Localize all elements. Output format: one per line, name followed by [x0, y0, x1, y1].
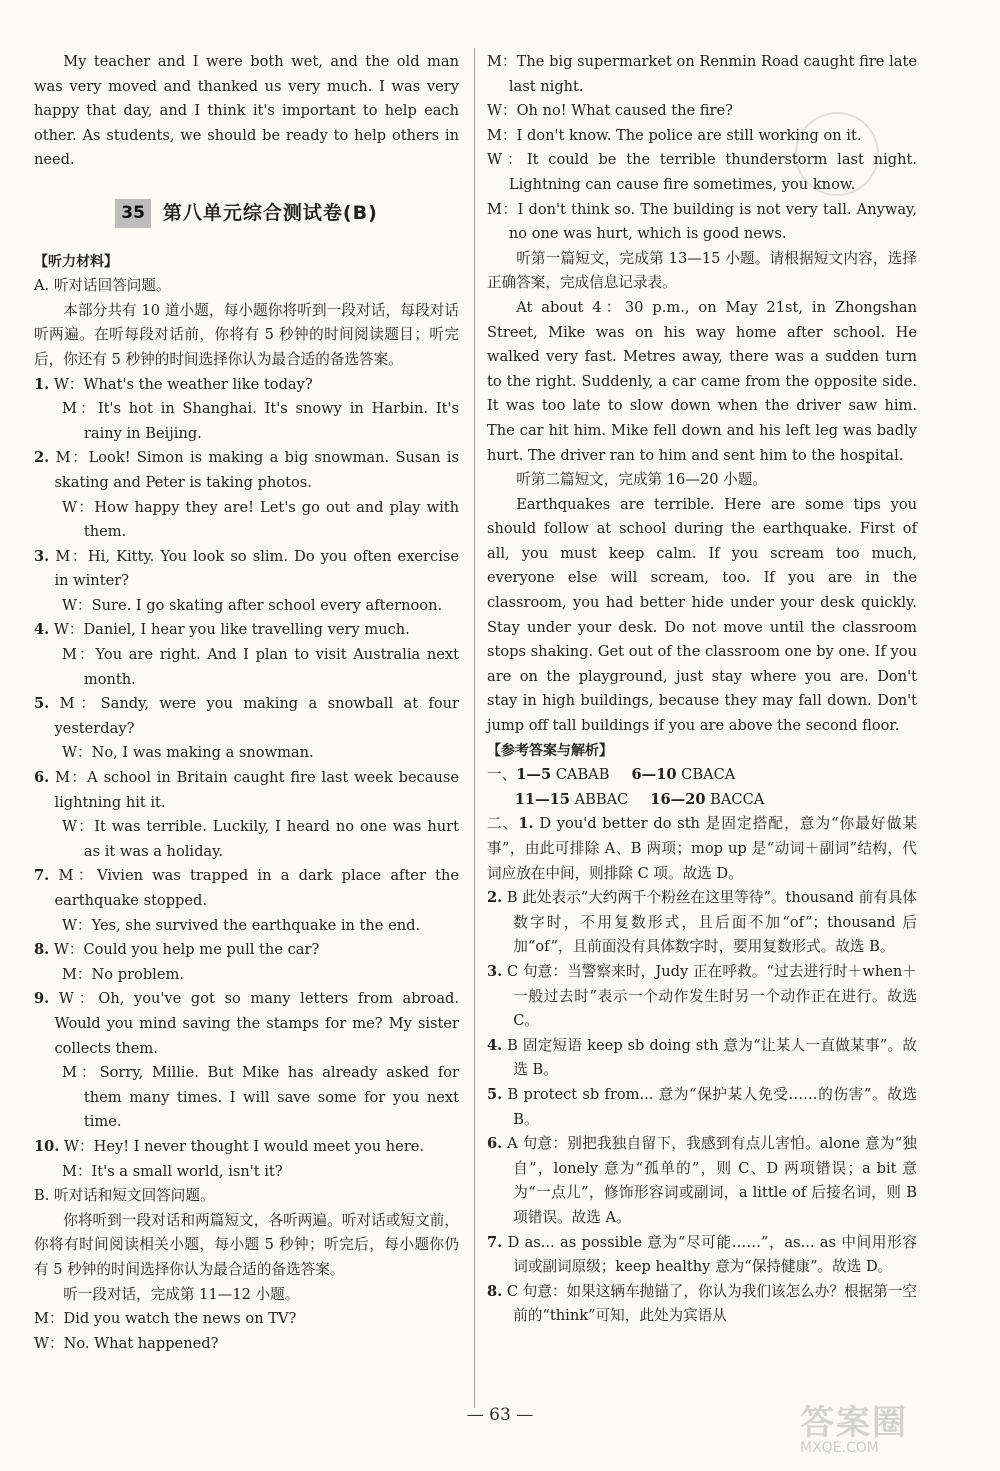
answer-range: 1—5: [516, 766, 552, 784]
dialogue-number: 3.: [34, 547, 50, 565]
answer-range: 6—10: [631, 766, 677, 784]
dialogue-reply: M：It's a small world, isn't it?: [62, 1162, 283, 1180]
answer-key-line: [487, 788, 917, 813]
answer-letters: BACCA: [710, 790, 765, 808]
dialog-line: W：No. What happened?: [34, 1334, 219, 1352]
explanation-item: [487, 960, 917, 1034]
column-divider: [474, 48, 475, 1408]
dialogue-reply: W：Sure. I go skating after school every afternoon.: [62, 596, 443, 614]
answer-key: [487, 763, 917, 812]
right-column: [487, 50, 917, 1329]
dialogue-item: [34, 987, 459, 1061]
dialogue-number: 5.: [34, 695, 50, 713]
dialogue-item: [34, 446, 459, 495]
dialogue-line: W：Could you help me pull the car?: [53, 941, 320, 959]
explanation-number: 5.: [487, 1085, 503, 1103]
answer-range: 11—15: [514, 790, 570, 808]
explanation-number: 8.: [487, 1282, 503, 1300]
dialogue-reply: M：You are right. And I plan to visit Australia next month.: [62, 646, 459, 688]
explanation-text: protect sb from... 意为“保护某人免受……的伤害”。故选 B。: [513, 1085, 918, 1128]
dialogue-number: 6.: [34, 769, 50, 787]
answer-group: [650, 788, 764, 813]
explanation-number: 2.: [487, 889, 503, 907]
dialogue-number: 4.: [34, 621, 50, 639]
explanation-text: you'd better do sth 是固定搭配，意为“你最好做某事”，由此可排除 A、B 两项；mop up 是“动词＋副词”结构，代词应放在中间，则排除 C 项。故选 D。: [487, 815, 917, 882]
section-title: 第八单元综合测试卷(B): [162, 201, 378, 224]
explanation-item: [487, 1280, 917, 1329]
dialogue-line: W：What's the weather like today?: [53, 375, 313, 393]
explanation-answer: B: [507, 1036, 518, 1054]
passage2-text: Earthquakes are terrible. Here are some tips you should follow at school during the earthquake. First of all, you must keep calm. If you scream too much, everyone else will scream, too. If you are in the classroom, you had better hide under your desk quickly. Stay under your desk. Do not move until the classroom stops shaking. Get out of the classroom one by one. If you are on the playground, just stay where you are. Don't stay in high buildings, because they may fall down. Don't jump off tall buildings if you are above the second floor.: [487, 495, 917, 735]
dialogue-reply: W：No, I was making a snowman.: [62, 744, 314, 762]
watermark-url: MXQE.COM: [800, 1440, 879, 1456]
explanation-item: [487, 1034, 917, 1083]
site-watermark: [800, 1395, 980, 1455]
page-number: — 63 —: [466, 1405, 534, 1425]
dialog-line: M：Did you watch the news on TV?: [34, 1310, 297, 1328]
answer-group: [515, 788, 629, 813]
dialogue-item: [34, 766, 459, 815]
listening-header: 【听力材料】: [34, 253, 118, 270]
part-b-heading: B. 听对话和短文回答问题。: [34, 1187, 215, 1205]
dialog-line: M：I don't know. The police are still working on it.: [487, 126, 862, 144]
dialogue-item: [34, 618, 459, 643]
dialog-line: W：It could be the terrible thunderstorm last night. Lightning can cause fire sometimes, you know.: [487, 151, 917, 193]
section-number: 35: [115, 199, 151, 228]
dialogue-item: [34, 545, 459, 594]
dialogue-reply: M：No problem.: [62, 965, 184, 983]
explanation-answer: C: [507, 962, 519, 980]
explanation-text: 句意：别把我独自留下，我感到有点儿害怕。alone 意为“独自”，lonely 意为“孤单的”，则 C、D 两项错误；a bit 意为“一点儿”，修饰形容词或副词，a little of 后接名词，则 B 项错误。故选 A。: [513, 1135, 918, 1226]
explanation-item: [487, 886, 917, 960]
dialog-line: W：Oh no! What caused the fire?: [487, 102, 733, 120]
explanation-item: [487, 1083, 917, 1132]
part-b-instructions: 你将听到一段对话和两篇短文，各听两遍。听对话或短文前，你将有时间阅读相关小题，每小题 5 秒钟；听完后，每小题你仍有 5 秒钟的时间选择你认为最合适的备选答案。: [34, 1211, 459, 1278]
answer-range: 16—20: [650, 790, 706, 808]
left-column: [34, 50, 459, 1356]
dialogue-reply: M：Sorry, Millie. But Mike has already asked for them many times. I will save some for you next time.: [62, 1064, 459, 1131]
dialogue-item: [34, 692, 459, 741]
explanation-text: 句意：当警察来时，Judy 正在呼救。“过去进行时＋when＋一般过去时”表示一个动作发生时另一个动作正在进行。故选 C。: [513, 962, 918, 1030]
dialogue-line: M：Look! Simon is making a big snowman. Susan is skating and Peter is taking photos.: [54, 449, 459, 491]
explanation-answer: A: [507, 1135, 518, 1153]
explanation-answer: C: [506, 1282, 519, 1300]
dialogue-line: M：Hi, Kitty. You look so slim. Do you often exercise in winter?: [54, 547, 460, 590]
watermark-logo: 答案圈: [800, 1403, 908, 1443]
part-a-instructions: 本部分共有 10 道小题，每小题你将听到一段对话，每段对话听两遍。在听每段对话前，你将有 5 秒钟的时间阅读题目；听完后，你还有 5 秒钟的时间选择你认为最合适的备选答案。: [34, 301, 459, 368]
answer-key-prefix: 一、: [487, 766, 517, 784]
answer-letters: CBACA: [681, 766, 736, 784]
answer-key-line: [487, 763, 917, 788]
answer-letters: CABAB: [555, 766, 610, 784]
explanation-number: 7.: [487, 1233, 503, 1251]
dialogue-line: M：Sandy, were you making a snowball at four yesterday?: [54, 695, 460, 737]
explanation-prefix: 二、: [487, 815, 519, 833]
dialogue-item: [34, 938, 459, 963]
dialogue-number: 1.: [34, 375, 50, 393]
dialogue-list: [34, 373, 459, 1185]
explanation-text: 固定短语 keep sb doing sth 意为“让某人一直做某事”。故选 B。: [513, 1036, 918, 1079]
explanation-list: [487, 812, 917, 1328]
dialogue-number: 10.: [34, 1137, 60, 1155]
dialog-intro: 听一段对话，完成第 11—12 小题。: [63, 1285, 300, 1303]
dialog-line: M：The big supermarket on Renmin Road caught fire late last night.: [487, 53, 917, 95]
answers-header: 【参考答案与解析】: [487, 742, 613, 759]
dialogue-number: 8.: [34, 941, 50, 959]
explanation-answer: D: [507, 1233, 520, 1251]
explanation-text: 此处表示“大约两千个粉丝在这里等待”。thousand 前有具体数字时，不用复数形式，且后面不加“of”；thousand 后加“of”，且前面没有具体数字时，要用复数形式。故选 B。: [513, 889, 917, 956]
part-a-heading: A. 听对话回答问题。: [34, 277, 171, 295]
explanation-answer: B: [507, 1085, 519, 1103]
explanation-number: 6.: [487, 1135, 503, 1153]
explanation-number: 4.: [487, 1036, 503, 1054]
dialogue-line: M：A school in Britain caught fire last week because lightning hit it.: [54, 769, 460, 811]
intro-paragraph: My teacher and I were both wet, and the old man was very moved and thanked us very much. I was very happy that day, and I think it's important to help each other. As students, we should be ready to help others in need.: [34, 53, 459, 169]
dialog-line: M：I don't think so. The building is not very tall. Anyway, no one was hurt, which is good news.: [487, 200, 917, 243]
explanation-number: 3.: [487, 962, 503, 980]
dialogue-item: [34, 373, 459, 398]
answer-letters: ABBAC: [574, 790, 629, 808]
dialogue-number: 7.: [34, 867, 50, 885]
passage1-intro: 听第一篇短文，完成第 13—15 小题。请根据短文内容，选择正确答案，完成信息记录表。: [487, 249, 917, 292]
explanation-text: as... as possible 意为“尽可能……”，as... as 中间用形容词或副词原级；keep healthy 意为“保持健康”。故选 D。: [513, 1233, 918, 1276]
section-heading: [34, 199, 459, 228]
passage1-text: At about 4：30 p.m., on May 21st, in Zhongshan Street, Mike was on his way home after school. He walked very fast. Metres away, there was a sudden turn to the right. Suddenly, a car came from the opposite side. It was too late to slow down when the driver saw him. The car hit him. Mike fell down and his left leg was badly hurt. The driver ran to him and sent him to the hospital.: [487, 298, 917, 464]
explanation-item: [487, 1132, 917, 1230]
dialogue-line: W：Hey! I never thought I would meet you here.: [64, 1137, 425, 1155]
explanation-number: 1.: [518, 815, 534, 833]
dialogue-number: 2.: [34, 449, 50, 467]
explanation-text: 句意：如果这辆车抛锚了，你认为我们该怎么办？根据第一空前的“think”可知，此处为宾语从: [513, 1282, 918, 1325]
dialogue-line: M：Vivien was trapped in a dark place after the earthquake stopped.: [54, 867, 460, 909]
answer-group: [631, 763, 735, 788]
dialogue-number: 9.: [34, 990, 50, 1008]
dialogue-line: W：Oh, you've got so many letters from abroad. Would you mind saving the stamps for me? My sister collects them.: [54, 990, 460, 1057]
explanation-item: [487, 1231, 917, 1280]
explanation-item: [487, 812, 917, 886]
passage2-intro: 听第二篇短文，完成第 16—20 小题。: [516, 471, 767, 489]
dialogue-line: W：Daniel, I hear you like travelling very much.: [53, 621, 410, 639]
explanation-answer: D: [539, 815, 552, 833]
dialogue-reply: M：It's hot in Shanghai. It's snowy in Harbin. It's rainy in Beijing.: [62, 400, 459, 442]
dialogue-reply: W：How happy they are! Let's go out and play with them.: [62, 498, 459, 541]
dialogue-reply: W：Yes, she survived the earthquake in the end.: [62, 916, 421, 934]
explanation-answer: B: [506, 889, 518, 907]
dialogue-item: [34, 1135, 459, 1160]
answer-group: [516, 763, 609, 788]
dialogue-reply: W：It was terrible. Luckily, I heard no one was hurt as it was a holiday.: [62, 818, 459, 860]
dialogue-item: [34, 864, 459, 913]
